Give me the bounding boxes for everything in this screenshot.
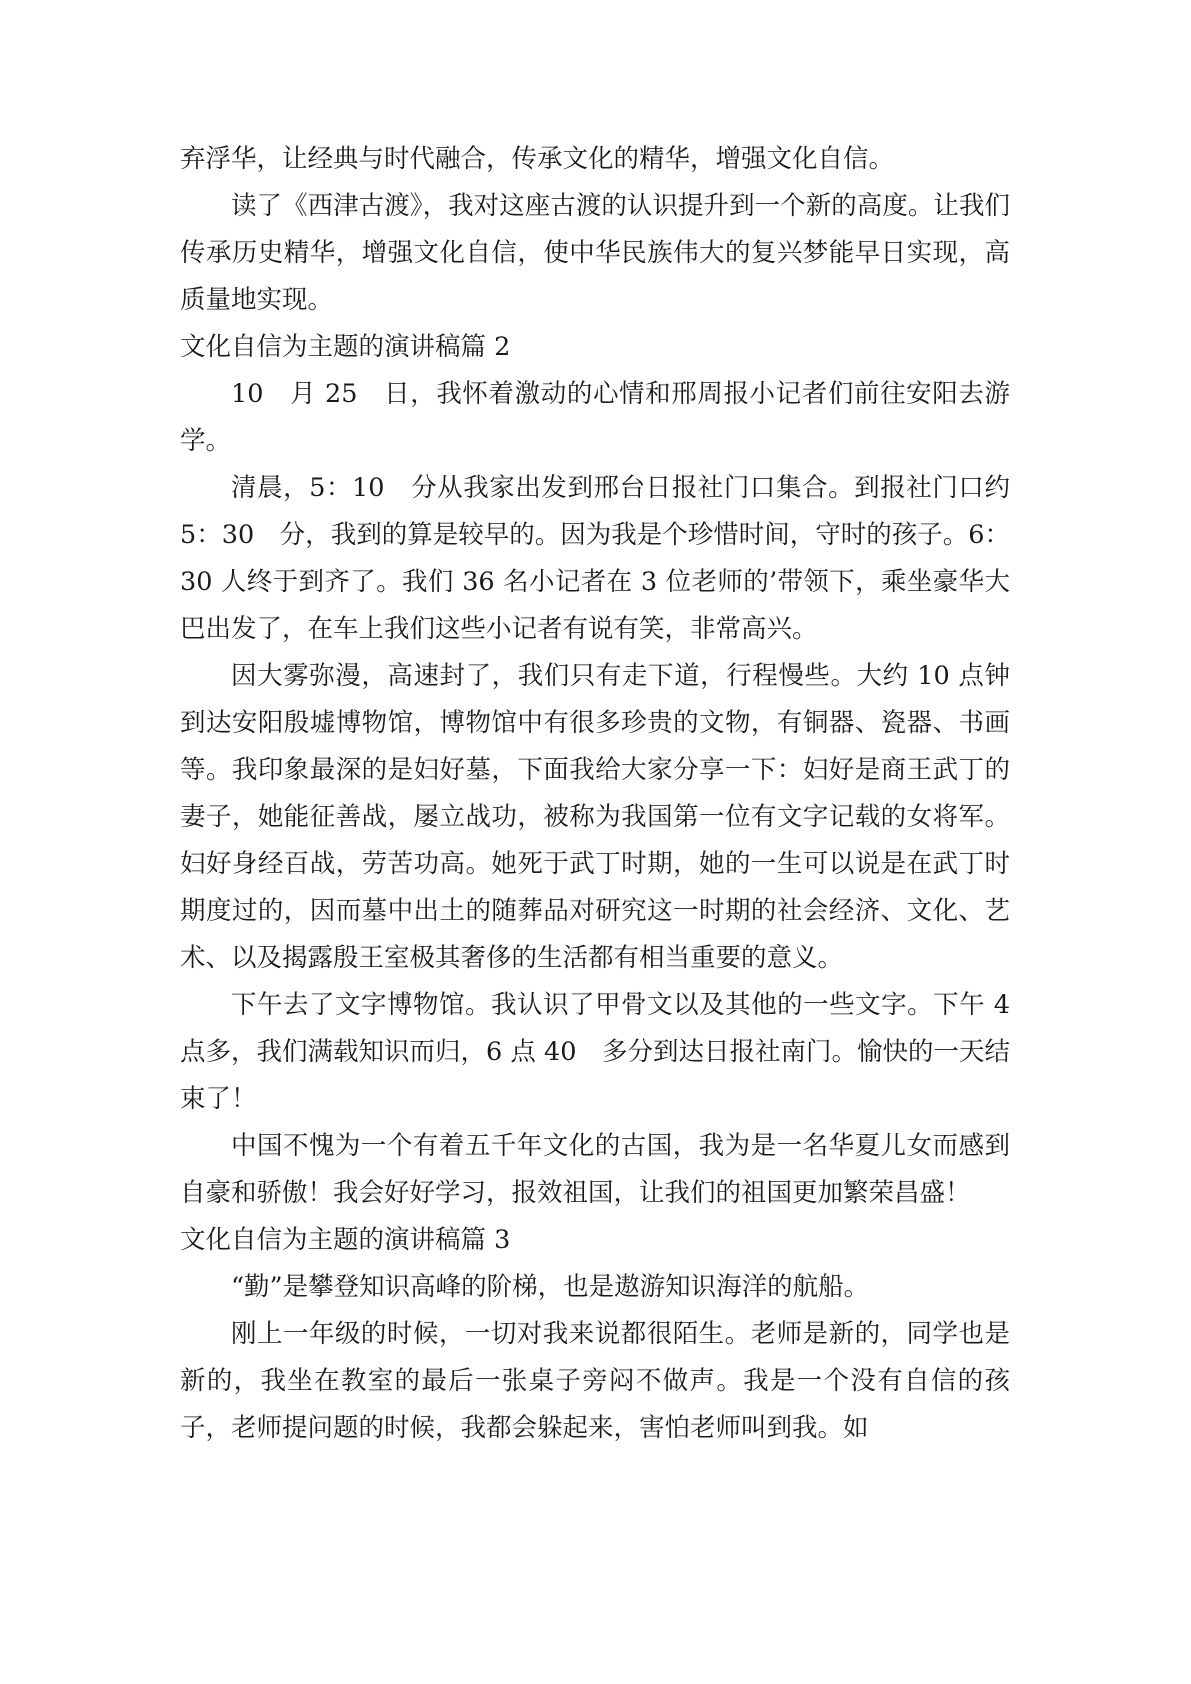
paragraph-conclusion: 中国不愧为一个有着五千年文化的古国，我为是一名华夏儿女而感到自豪和骄傲！我会好好学习，报效祖国，让我们的祖国更加繁荣昌盛！ xyxy=(180,1131,1010,1208)
paragraph-yinxu-museum: 因大雾弥漫，高速封了，我们只有走下道，行程慢些。大约 10 点钟到达安阳殷墟博物馆，博物馆中有很多珍贵的文物，有铜器、瓷器、书画等。我印象最深的是妇好墓，下面我给大家分享一下：妇好是商王武丁的妻子，她能征善战，屡立战功，被称为我国第一位有文字记载的女将军。妇好身经百战，劳苦功高。她死于武丁时期，她的一生可以说是在武丁时期度过的，因而墓中出土的随葬品对研究这一时期的社会经济、文化、艺术、以及揭露殷王室极其奢侈的生活都有相当重要的意义。 xyxy=(180,661,1010,973)
section-heading-2: 文化自信为主题的演讲稿篇 2 xyxy=(180,332,511,362)
section-heading-3: 文化自信为主题的演讲稿篇 3 xyxy=(180,1225,511,1255)
paragraph-afternoon-visit: 下午去了文字博物馆。我认识了甲骨文以及其他的一些文字。下午 4 点多，我们满载知识而归，6 点 40 多分到达日报社南门。愉快的一天结束了！ xyxy=(180,990,1010,1114)
paragraph-reading-reflection: 读了《西津古渡》，我对这座古渡的认识提升到一个新的高度。让我们传承历史精华，增强文化自信，使中华民族伟大的复兴梦能早日实现，高质量地实现。 xyxy=(180,191,1010,315)
paragraph-diligence-quote: “勤”是攀登知识高峰的阶梯，也是遨游知识海洋的航船。 xyxy=(231,1272,870,1302)
paragraph-continuation: 弃浮华，让经典与时代融合，传承文化的精华，增强文化自信。 xyxy=(180,144,895,174)
paragraph-morning-gathering: 清晨，5：10 分从我家出发到邢台日报社门口集合。到报社门口约 5：30 分，我到的算是较早的。因为我是个珍惜时间，守时的孩子。6：30 人终于到齐了。我们 36 名小记者在 3 位老师的’带领下，乘坐豪华大巴出发了，在车上我们这些小记者有说有笑，非常高兴。 xyxy=(180,473,1010,644)
paragraph-first-grade: 刚上一年级的时候，一切对我来说都很陌生。老师是新的，同学也是新的，我坐在教室的最后一张桌子旁闷不做声。我是一个没有自信的孩子，老师提问题的时候，我都会躲起来，害怕老师叫到我。如 xyxy=(180,1319,1010,1443)
document-body xyxy=(180,136,1010,1452)
paragraph-trip-date: 10 月 25 日，我怀着激动的心情和邢周报小记者们前往安阳去游学。 xyxy=(180,379,1010,456)
